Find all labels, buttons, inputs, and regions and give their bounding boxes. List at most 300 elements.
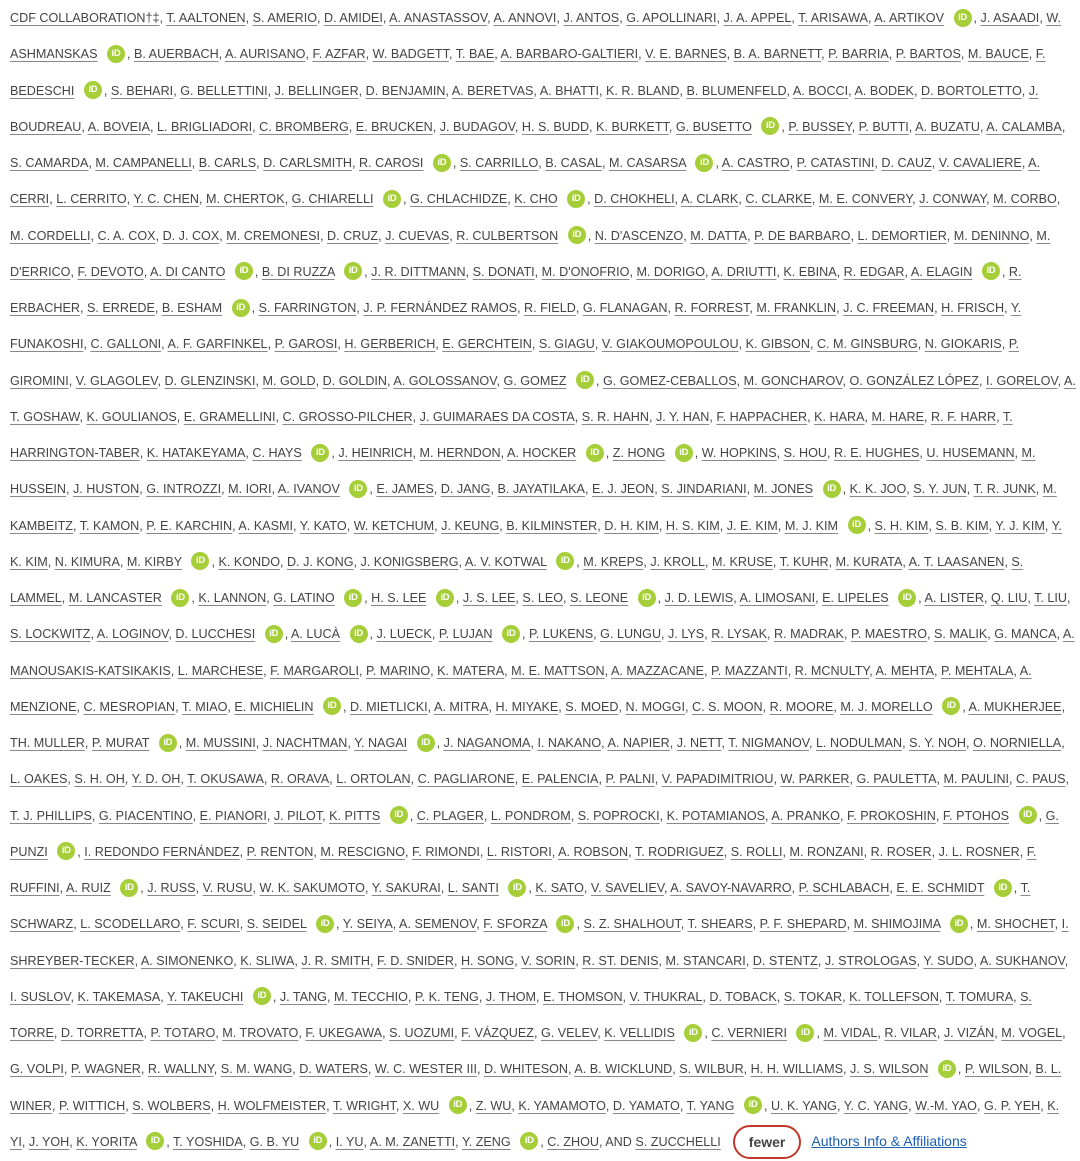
author-name[interactable]: G. MANCA (994, 627, 1057, 642)
author-name[interactable]: M. STANCARI (665, 953, 746, 968)
author-name[interactable]: S. HOU (783, 446, 827, 460)
orcid-icon[interactable]: iD (311, 444, 329, 462)
author-name[interactable]: J. S. WILSON (850, 1062, 929, 1077)
orcid-icon[interactable]: iD (107, 45, 125, 63)
author-name[interactable]: M. CORBO (993, 192, 1057, 207)
author-name[interactable]: F. SCURI (187, 917, 240, 932)
author-name[interactable]: M. HARE (871, 409, 925, 424)
author-name[interactable]: X. WU (402, 1098, 440, 1113)
orcid-icon[interactable]: iD (761, 117, 779, 135)
author-name[interactable]: M. TECCHIO (333, 989, 408, 1004)
author-name[interactable]: B. DI RUZZA (261, 264, 335, 279)
author-name[interactable]: R. ROSER (870, 844, 932, 859)
author-name[interactable]: J. R. DITTMANN (371, 264, 466, 279)
author-name[interactable]: C. A. COX (97, 228, 156, 243)
author-name[interactable]: J. KROLL (650, 554, 705, 569)
author-name[interactable]: P. BUTTI (858, 119, 909, 134)
author-name[interactable]: W. PARKER (780, 772, 850, 787)
author-name[interactable]: H. H. WILLIAMS (750, 1062, 844, 1077)
orcid-icon[interactable]: iD (309, 1132, 327, 1150)
author-name[interactable]: S. WOLBERS (132, 1098, 211, 1113)
author-name[interactable]: G. GOMEZ (503, 373, 567, 388)
author-name[interactable]: L. SANTI (447, 881, 499, 895)
author-name[interactable]: TH. MULLER (10, 736, 85, 750)
author-name[interactable]: T. WRIGHT (332, 1098, 396, 1113)
author-name[interactable]: T. LIU (1034, 591, 1068, 605)
author-name[interactable]: K. YAMAMOTO (518, 1098, 606, 1113)
author-name[interactable]: L. BRIGLIADORI (156, 119, 253, 134)
author-name[interactable]: M. LANCASTER (68, 591, 162, 605)
author-name[interactable]: F. BEDESCHI (10, 47, 1046, 98)
author-name[interactable]: S. ZUCCHELLI (635, 1134, 721, 1149)
author-name[interactable]: T. SHEARS (687, 917, 753, 932)
author-name[interactable]: M. KURATA (835, 554, 903, 569)
author-name[interactable]: H. MIYAKE (495, 699, 559, 714)
author-name[interactable]: F. RUFFINI (10, 844, 1037, 895)
author-name[interactable]: W. KETCHUM (353, 518, 435, 533)
author-name[interactable]: A. SUKHANOV (979, 953, 1065, 968)
author-name[interactable]: P. MAESTRO (850, 627, 928, 642)
author-name[interactable]: D. YAMATO (612, 1098, 680, 1113)
author-name[interactable]: T. ARISAWA (798, 11, 868, 25)
author-name[interactable]: D. WHITESON (484, 1062, 568, 1077)
author-name[interactable]: J. CONWAY (919, 192, 987, 207)
author-name[interactable]: H. S. LEE (371, 591, 427, 605)
author-name[interactable]: D. JANG (440, 482, 491, 497)
author-name[interactable]: W. HOPKINS (701, 446, 777, 460)
author-name[interactable]: J. RUSS (147, 881, 196, 895)
author-name[interactable]: M. FRANKLIN (756, 301, 837, 315)
author-name[interactable]: M. J. MORELLO (840, 699, 933, 714)
author-name[interactable]: T. BAE (455, 47, 495, 62)
author-name[interactable]: S. Y. NOH (909, 736, 967, 750)
author-name[interactable]: M. GONCHAROV (743, 373, 843, 388)
author-name[interactable]: M. PAULINI (943, 772, 1010, 787)
author-name[interactable]: G. LUNGU (600, 627, 662, 642)
author-name[interactable]: F. UKEGAWA (305, 1026, 383, 1040)
author-name[interactable]: J. A. APPEL (723, 11, 792, 25)
author-name[interactable]: A. MUKHERJEE (968, 699, 1062, 714)
author-name[interactable]: J. P. FERNÁNDEZ RAMOS (363, 301, 518, 315)
orcid-icon[interactable]: iD (316, 915, 334, 933)
author-name[interactable]: J. THOM (485, 989, 536, 1004)
author-name[interactable]: F. MARGAROLI (270, 663, 359, 678)
author-name[interactable]: U. HUSEMANN (926, 446, 1015, 460)
author-name[interactable]: C. GALLONI (90, 337, 162, 352)
author-name[interactable]: D. GOLDIN (322, 373, 388, 388)
author-name[interactable]: A. ELAGIN (910, 264, 973, 279)
author-name[interactable]: B. A. BARNETT (733, 47, 822, 62)
author-name[interactable]: C. CLARKE (745, 192, 812, 207)
author-name[interactable]: E. E. SCHMIDT (896, 881, 985, 895)
author-name[interactable]: H. FRISCH (941, 301, 1005, 315)
author-name[interactable]: A. MEHTA (875, 663, 935, 678)
author-name[interactable]: C. VERNIERI (711, 1026, 787, 1040)
author-name[interactable]: D. BENJAMIN (365, 83, 446, 98)
author-name[interactable]: N. MOGGI (625, 699, 685, 714)
author-name[interactable]: Y. J. KIM (995, 518, 1045, 533)
author-name[interactable]: R. MADRAK (773, 627, 844, 642)
author-name[interactable]: Y. D. OH (131, 772, 181, 787)
author-name[interactable]: M. KAMBEITZ (10, 482, 1057, 533)
author-name[interactable]: A. SIMONENKO (140, 953, 234, 968)
orcid-icon[interactable]: iD (567, 190, 585, 208)
author-name[interactable]: B. KILMINSTER (506, 518, 598, 533)
author-name[interactable]: D. TORRETTA (60, 1026, 144, 1040)
author-name[interactable]: F. DEVOTO (77, 264, 144, 279)
author-name[interactable]: M. D'ONOFRIO (541, 264, 630, 279)
author-name[interactable]: S. DONATI (472, 264, 535, 279)
author-name[interactable]: M. CASARSA (608, 156, 686, 170)
author-name[interactable]: O. GONZÁLEZ LÓPEZ (849, 373, 979, 388)
author-name[interactable]: K. HARA (814, 409, 865, 424)
orcid-icon[interactable]: iD (191, 552, 209, 570)
author-name[interactable]: M. J. KIM (784, 518, 838, 533)
author-name[interactable]: Y. ZENG (461, 1134, 511, 1149)
author-name[interactable]: D. J. KONG (287, 554, 354, 569)
author-name[interactable]: M. KRUSE (711, 554, 773, 569)
author-name[interactable]: M. IORI (228, 482, 272, 497)
author-name[interactable]: R. VILAR (884, 1026, 937, 1040)
orcid-icon[interactable]: iD (57, 842, 75, 860)
author-name[interactable]: U. K. YANG (770, 1098, 837, 1113)
author-name[interactable]: S. POPROCKI (577, 808, 660, 823)
author-name[interactable]: A. T. GOSHAW (10, 373, 1076, 424)
orcid-icon[interactable]: iD (84, 81, 102, 99)
author-name[interactable]: A. MITRA (433, 699, 489, 714)
author-name[interactable]: P. GIROMINI (10, 337, 1019, 388)
orcid-icon[interactable]: iD (1019, 806, 1037, 824)
author-name[interactable]: P. BARRIA (828, 47, 889, 62)
author-name[interactable]: D. CHOKHELI (594, 192, 675, 207)
author-name[interactable]: J. YOH (28, 1134, 70, 1149)
author-name[interactable]: M. E. CONVERY (818, 192, 913, 207)
author-name[interactable]: F. PROKOSHIN (846, 808, 936, 823)
author-name[interactable]: T. OKUSAWA (187, 772, 264, 787)
author-name[interactable]: A. V. KOTWAL (464, 554, 547, 569)
author-name[interactable]: T. AALTONEN (166, 11, 246, 25)
author-name[interactable]: G. PIACENTINO (98, 808, 193, 823)
author-name[interactable]: C. PLAGER (416, 808, 484, 823)
orcid-icon[interactable]: iD (556, 552, 574, 570)
author-name[interactable]: Q. LIU (990, 591, 1028, 605)
author-name[interactable]: K. YORITA (76, 1134, 137, 1149)
author-name[interactable]: P. GAROSI (274, 337, 338, 352)
author-name[interactable]: S. SEIDEL (246, 917, 307, 932)
author-name[interactable]: T. KAMON (79, 518, 140, 533)
orcid-icon[interactable]: iD (120, 879, 138, 897)
author-name[interactable]: S. MALIK (934, 627, 988, 642)
author-name[interactable]: K. POTAMIANOS (666, 808, 766, 823)
orcid-icon[interactable]: iD (502, 625, 520, 643)
author-name[interactable]: S. M. WANG (220, 1062, 293, 1077)
orcid-icon[interactable]: iD (350, 625, 368, 643)
author-name[interactable]: E. JAMES (376, 482, 434, 497)
orcid-icon[interactable]: iD (938, 1060, 956, 1078)
author-name[interactable]: A. ROBSON (558, 844, 629, 859)
author-name[interactable]: Y. C. YANG (843, 1098, 909, 1113)
author-name[interactable]: K. HATAKEYAMA (146, 446, 246, 460)
author-name[interactable]: K. PITTS (329, 808, 381, 823)
author-name[interactable]: S. CARRILLO (459, 156, 539, 170)
author-name[interactable]: T. KUHR (779, 554, 829, 569)
author-name[interactable]: S. LOCKWITZ (10, 627, 91, 642)
author-name[interactable]: T. TOMURA (945, 989, 1014, 1004)
author-name[interactable]: P. WAGNER (70, 1062, 141, 1077)
author-name[interactable]: J. KONIGSBERG (360, 554, 459, 569)
author-name[interactable]: E. GERCHTEIN (442, 337, 532, 352)
author-name[interactable]: K. SATO (535, 881, 584, 895)
author-name[interactable]: C. BROMBERG (259, 119, 349, 134)
author-name[interactable]: Y. SEIYA (342, 917, 393, 932)
author-name[interactable]: S. LAMMEL (10, 554, 1024, 605)
orcid-icon[interactable]: iD (417, 734, 435, 752)
author-name[interactable]: K. VELLIDIS (604, 1026, 675, 1040)
author-name[interactable]: Y. FUNAKOSHI (10, 301, 1022, 352)
author-name[interactable]: G. BUSETTO (675, 119, 752, 134)
author-name[interactable]: R. WALLNY (147, 1062, 214, 1077)
author-name[interactable]: A. ARTIKOV (874, 11, 945, 25)
author-name[interactable]: T. J. PHILLIPS (10, 808, 92, 823)
author-name[interactable]: F. SFORZA (483, 917, 547, 932)
author-name[interactable]: C. S. MOON (691, 699, 763, 714)
author-name[interactable]: G. BELLETTINI (180, 83, 268, 98)
author-name[interactable]: J. VIZÁN (943, 1026, 995, 1040)
author-name[interactable]: J. ASAADI (980, 11, 1040, 25)
author-name[interactable]: S. B. KIM (935, 518, 989, 533)
author-name[interactable]: J. BELLINGER (274, 83, 359, 98)
author-name[interactable]: D. TOBACK (709, 989, 777, 1004)
author-name[interactable]: A. BARBARO-GALTIERI (500, 47, 639, 62)
author-name[interactable]: Y. K. KIM (10, 518, 1062, 569)
author-name[interactable]: A. HOCKER (506, 446, 577, 460)
author-name[interactable]: J. HEINRICH (338, 446, 413, 460)
author-name[interactable]: S. MOED (565, 699, 619, 714)
author-name[interactable]: A. CALAMBA (986, 119, 1062, 134)
author-name[interactable]: A. PRANKO (771, 808, 840, 823)
orcid-icon[interactable]: iD (982, 262, 1000, 280)
author-name[interactable]: M. KIRBY (126, 554, 182, 569)
author-name[interactable]: J. NETT (676, 736, 722, 750)
author-name[interactable]: W. BADGETT (372, 47, 449, 62)
author-name[interactable]: G. PUNZI (10, 808, 1059, 859)
author-name[interactable]: K. GOULIANOS (86, 409, 177, 424)
orcid-icon[interactable]: iD (323, 697, 341, 715)
author-name[interactable]: T. NIGMANOV (728, 736, 810, 750)
author-name[interactable]: A. BERETVAS (451, 83, 534, 98)
orcid-icon[interactable]: iD (942, 697, 960, 715)
author-name[interactable]: M. TROVATO (222, 1026, 299, 1040)
author-name[interactable]: S. TORRE (10, 989, 1033, 1040)
author-name[interactable]: C. GROSSO-PILCHER (282, 409, 413, 424)
author-name[interactable]: D. WATERS (299, 1062, 368, 1077)
author-name[interactable]: Z. WU (475, 1098, 512, 1113)
author-name[interactable]: J. ANTOS (563, 11, 620, 25)
author-name[interactable]: J. HUSTON (72, 482, 140, 497)
orcid-icon[interactable]: iD (898, 589, 916, 607)
author-name[interactable]: E. MICHIELIN (234, 699, 314, 714)
author-name[interactable]: P. RENTON (246, 844, 314, 859)
orcid-icon[interactable]: iD (383, 190, 401, 208)
author-name[interactable]: P. PALNI (605, 772, 655, 787)
author-name[interactable]: H. S. BUDD (521, 119, 590, 134)
author-name[interactable]: S. JINDARIANI (661, 482, 747, 497)
author-name[interactable]: J. KEUNG (441, 518, 500, 533)
author-name[interactable]: L. NODULMAN (816, 736, 903, 750)
author-name[interactable]: G. B. YU (249, 1134, 300, 1149)
author-name[interactable]: Y. NAGAI (354, 736, 408, 750)
author-name[interactable]: M. SHIMOJIMA (853, 917, 941, 932)
author-name[interactable]: L. SCODELLARO (80, 917, 181, 932)
author-name[interactable]: A. T. LAASANEN (908, 554, 1005, 569)
author-name[interactable]: J. S. LEE (462, 591, 516, 605)
author-name[interactable]: T. YOSHIDA (172, 1134, 243, 1149)
author-name[interactable]: E. PIANORI (199, 808, 267, 823)
orcid-icon[interactable]: iD (848, 516, 866, 534)
author-name[interactable]: A. BOVEIA (87, 119, 150, 134)
author-name[interactable]: A. F. GARFINKEL (167, 337, 268, 352)
author-name[interactable]: T. MIAO (181, 699, 228, 714)
author-name[interactable]: I. SUSLOV (10, 989, 71, 1004)
author-name[interactable]: G. CHLACHIDZE (409, 192, 508, 207)
author-name[interactable]: J. CUEVAS (385, 228, 450, 243)
author-name[interactable]: P. MEHTALA (941, 663, 1014, 678)
author-name[interactable]: B. BLUMENFELD (686, 83, 787, 98)
author-name[interactable]: T. HARRINGTON-TABER (10, 409, 1013, 460)
author-name[interactable]: R. F. HARR (931, 409, 997, 424)
orcid-icon[interactable]: iD (171, 589, 189, 607)
author-name[interactable]: J. NACHTMAN (262, 736, 348, 750)
author-name[interactable]: K. BURKETT (596, 119, 669, 134)
author-name[interactable]: Z. HONG (612, 446, 666, 460)
orcid-icon[interactable]: iD (568, 226, 586, 244)
author-name[interactable]: J. C. FREEMAN (843, 301, 935, 315)
author-name[interactable]: P. SCHLABACH (798, 881, 890, 895)
author-name[interactable]: M. SHOCHET (976, 917, 1055, 932)
author-name[interactable]: S. FARRINGTON (258, 301, 357, 315)
author-name[interactable]: G. FLANAGAN (582, 301, 668, 315)
authors-info-affiliations-link[interactable]: Authors Info & Affiliations (811, 1133, 967, 1150)
author-name[interactable]: A. MENZIONE (10, 663, 1032, 714)
orcid-icon[interactable]: iD (556, 915, 574, 933)
author-name[interactable]: P. K. TENG (414, 989, 479, 1004)
author-name[interactable]: F. VÁZQUEZ (461, 1026, 534, 1040)
author-name[interactable]: G. LATINO (273, 591, 335, 605)
author-name[interactable]: D. STENTZ (752, 953, 818, 968)
author-name[interactable]: D. H. KIM (604, 518, 659, 533)
orcid-icon[interactable]: iD (744, 1096, 762, 1114)
author-name[interactable]: B. JAYATILAKA (497, 482, 585, 497)
author-name[interactable]: M. BAUCE (967, 47, 1029, 62)
author-name[interactable]: E. THOMSON (543, 989, 623, 1004)
orcid-icon[interactable]: iD (576, 371, 594, 389)
author-name[interactable]: M. KREPS (583, 554, 644, 569)
author-name[interactable]: K. GIBSON (745, 337, 810, 352)
author-name[interactable]: L. CERRITO (56, 192, 127, 207)
author-name[interactable]: D. AMIDEI (324, 11, 383, 25)
author-name[interactable]: K. SLIWA (240, 953, 295, 968)
author-name[interactable]: A. DRIUTTI (711, 264, 777, 279)
author-name[interactable]: A. B. WICKLUND (574, 1062, 673, 1077)
author-name[interactable]: N. GIOKARIS (924, 337, 1002, 352)
author-name[interactable]: K. EBINA (783, 264, 837, 279)
author-name[interactable]: G. P. YEH (983, 1098, 1041, 1113)
author-name[interactable]: J. R. SMITH (301, 953, 370, 968)
author-name[interactable]: K. R. BLAND (605, 83, 680, 98)
author-name[interactable]: J. GUIMARAES DA COSTA (419, 409, 575, 424)
author-name[interactable]: L. OAKES (10, 772, 68, 787)
author-name[interactable]: E. PALENCIA (521, 772, 599, 787)
author-name[interactable]: A. BHATTI (539, 83, 599, 98)
author-name[interactable]: S. WILBUR (679, 1062, 744, 1077)
author-name[interactable]: P. BUSSEY (788, 119, 852, 134)
author-name[interactable]: P. F. SHEPARD (759, 917, 847, 932)
author-name[interactable]: A. LIMOSANI (739, 591, 816, 605)
orcid-icon[interactable]: iD (684, 1024, 702, 1042)
author-name[interactable]: D. LUCCHESI (175, 627, 256, 642)
author-name[interactable]: T. R. JUNK (973, 482, 1036, 497)
author-name[interactable]: J. PILOT (273, 808, 323, 823)
author-name[interactable]: C. PAGLIARONE (417, 772, 515, 787)
author-name[interactable]: M. CREMONESI (226, 228, 321, 243)
fewer-button[interactable]: fewer (733, 1125, 802, 1159)
author-name[interactable]: A. NAPIER (607, 736, 670, 750)
author-name[interactable]: S. Z. SHALHOUT (583, 917, 681, 932)
author-name[interactable]: R. FIELD (524, 301, 576, 315)
author-name[interactable]: P. CATASTINI (796, 156, 875, 170)
author-name[interactable]: M. CHERTOK (205, 192, 285, 207)
author-name[interactable]: H. S. KIM (665, 518, 720, 533)
author-name[interactable]: R. MCNULTY (794, 663, 870, 678)
author-name[interactable]: P. MAZZANTI (711, 663, 788, 678)
orcid-icon[interactable]: iD (586, 444, 604, 462)
author-name[interactable]: B. CARLS (198, 156, 257, 170)
author-name[interactable]: R. CULBERTSON (456, 228, 559, 243)
author-name[interactable]: I. NAKANO (537, 736, 602, 750)
author-name[interactable]: E. LIPELES (822, 591, 889, 605)
author-name[interactable]: V. E. BARNES (645, 47, 727, 62)
author-name[interactable]: M. HUSSEIN (10, 446, 1036, 497)
author-name[interactable]: S. GIAGU (538, 337, 595, 352)
author-name[interactable]: R. FORREST (674, 301, 750, 315)
author-name[interactable]: V. GIAKOUMOPOULOU (601, 337, 739, 352)
author-name[interactable]: Y. SAKURAI (371, 881, 441, 895)
author-name[interactable]: W.-M. YAO (915, 1098, 977, 1113)
author-name[interactable]: V. SORIN (521, 953, 576, 968)
author-name[interactable]: W. C. WESTER III (374, 1062, 478, 1077)
author-name[interactable]: S. AMERIO (252, 11, 318, 25)
author-name[interactable]: M. DENINNO (953, 228, 1030, 243)
author-name[interactable]: A. KASMI (238, 518, 294, 533)
author-name[interactable]: T. SCHWARZ (10, 881, 1031, 932)
author-name[interactable]: K. CHO (514, 192, 558, 207)
orcid-icon[interactable]: iD (253, 987, 271, 1005)
author-name[interactable]: P. WILSON (964, 1062, 1029, 1077)
author-name[interactable]: A. LOGINOV (96, 627, 169, 642)
author-name[interactable]: M. VIDAL (823, 1026, 878, 1040)
author-name[interactable]: M. HERNDON (419, 446, 501, 460)
author-name[interactable]: R. ST. DENIS (582, 953, 659, 968)
orcid-icon[interactable]: iD (954, 9, 972, 27)
author-name[interactable]: R. ERBACHER (10, 264, 1022, 315)
author-name[interactable]: Y. SUDO (923, 953, 974, 968)
author-name[interactable]: V. GLAGOLEV (75, 373, 158, 388)
author-name[interactable]: G. VELEV (540, 1026, 598, 1040)
author-name[interactable]: A. BOCCI (792, 83, 849, 98)
author-name[interactable]: L. RISTORI (486, 844, 552, 859)
author-name[interactable]: S. LEO (522, 591, 564, 605)
author-name[interactable]: V. SAVELIEV (590, 881, 664, 895)
